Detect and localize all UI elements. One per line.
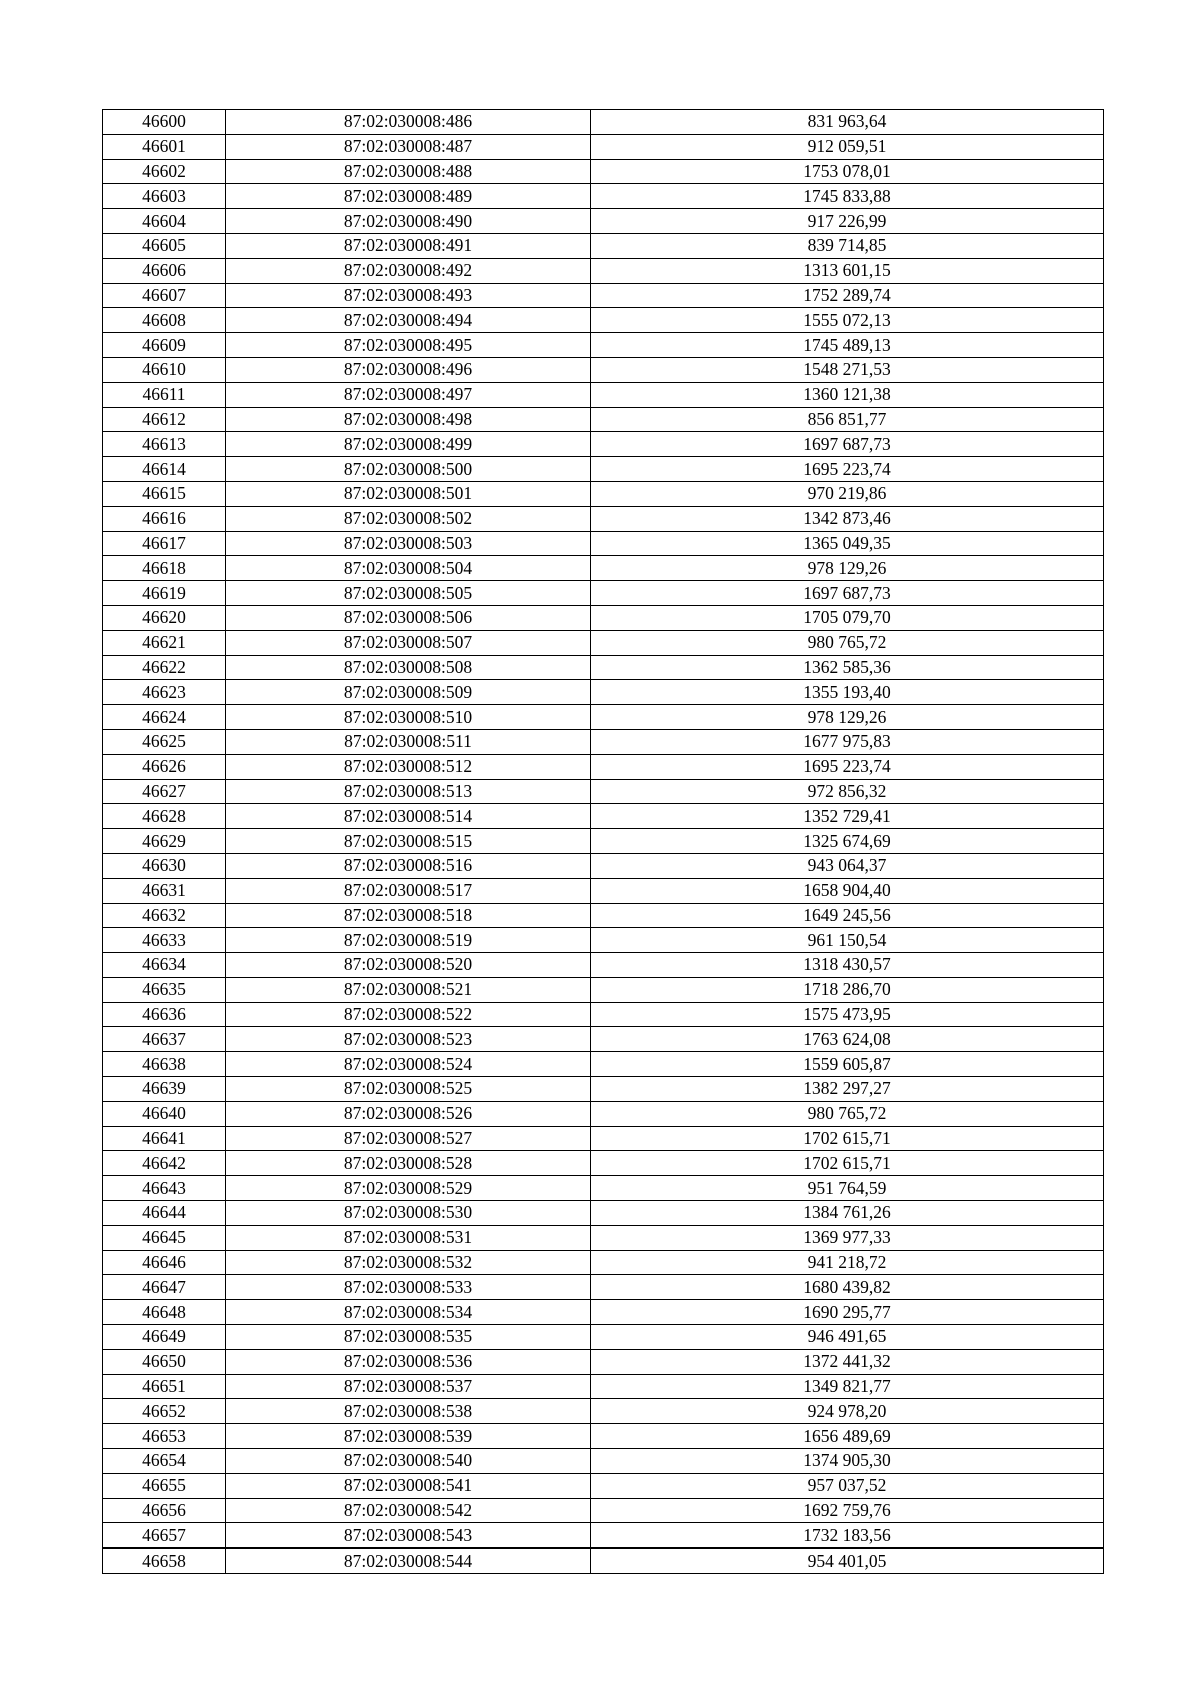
cadastral-number-cell: 87:02:030008:500	[226, 457, 591, 482]
table-row	[103, 308, 1104, 333]
table-row	[103, 407, 1104, 432]
cadastral-value-cell: 946 491,65	[591, 1325, 1104, 1350]
cadastral-value-cell: 980 765,72	[591, 1101, 1104, 1126]
row-number-cell: 46604	[103, 209, 226, 234]
row-number-cell: 46629	[103, 829, 226, 854]
table-row	[103, 804, 1104, 829]
cadastral-value-cell: 1382 297,27	[591, 1077, 1104, 1102]
row-number-cell: 46649	[103, 1325, 226, 1350]
cadastral-number-cell: 87:02:030008:534	[226, 1300, 591, 1325]
cadastral-number-cell: 87:02:030008:519	[226, 928, 591, 953]
row-number-cell: 46614	[103, 457, 226, 482]
cadastral-number-cell: 87:02:030008:544	[226, 1548, 591, 1573]
table-row	[103, 432, 1104, 457]
cadastral-value-cell: 1753 078,01	[591, 159, 1104, 184]
cadastral-number-cell: 87:02:030008:512	[226, 754, 591, 779]
cadastral-number-cell: 87:02:030008:509	[226, 680, 591, 705]
cadastral-value-cell: 856 851,77	[591, 407, 1104, 432]
row-number-cell: 46646	[103, 1250, 226, 1275]
cadastral-value-cell: 1695 223,74	[591, 457, 1104, 482]
table-row	[103, 754, 1104, 779]
cadastral-number-cell: 87:02:030008:501	[226, 481, 591, 506]
table-row	[103, 928, 1104, 953]
cadastral-value-cell: 972 856,32	[591, 779, 1104, 804]
cadastral-value-cell: 1372 441,32	[591, 1349, 1104, 1374]
cadastral-number-cell: 87:02:030008:508	[226, 655, 591, 680]
cadastral-value-table	[102, 109, 1104, 1574]
cadastral-number-cell: 87:02:030008:496	[226, 357, 591, 382]
cadastral-number-cell: 87:02:030008:494	[226, 308, 591, 333]
row-number-cell: 46615	[103, 481, 226, 506]
cadastral-number-cell: 87:02:030008:524	[226, 1052, 591, 1077]
cadastral-value-cell: 1697 687,73	[591, 581, 1104, 606]
cadastral-number-cell: 87:02:030008:540	[226, 1449, 591, 1474]
table-row	[103, 1027, 1104, 1052]
cadastral-value-cell: 1702 615,71	[591, 1126, 1104, 1151]
table-row	[103, 829, 1104, 854]
table-row	[103, 1126, 1104, 1151]
table-row	[103, 357, 1104, 382]
table-row	[103, 1225, 1104, 1250]
row-number-cell: 46647	[103, 1275, 226, 1300]
table-row	[103, 1300, 1104, 1325]
cadastral-number-cell: 87:02:030008:531	[226, 1225, 591, 1250]
cadastral-value-cell: 1705 079,70	[591, 605, 1104, 630]
cadastral-number-cell: 87:02:030008:495	[226, 333, 591, 358]
cadastral-number-cell: 87:02:030008:488	[226, 159, 591, 184]
table-row	[103, 1002, 1104, 1027]
table-row	[103, 630, 1104, 655]
table-row	[103, 953, 1104, 978]
cadastral-value-cell: 943 064,37	[591, 853, 1104, 878]
cadastral-value-cell: 1692 759,76	[591, 1498, 1104, 1523]
row-number-cell: 46651	[103, 1374, 226, 1399]
table-row	[103, 556, 1104, 581]
cadastral-number-cell: 87:02:030008:506	[226, 605, 591, 630]
cadastral-number-cell: 87:02:030008:529	[226, 1176, 591, 1201]
row-number-cell: 46637	[103, 1027, 226, 1052]
table-row	[103, 1052, 1104, 1077]
cadastral-number-cell: 87:02:030008:535	[226, 1325, 591, 1350]
table-row	[103, 531, 1104, 556]
cadastral-number-cell: 87:02:030008:487	[226, 134, 591, 159]
table-row	[103, 729, 1104, 754]
row-number-cell: 46622	[103, 655, 226, 680]
cadastral-value-cell: 1763 624,08	[591, 1027, 1104, 1052]
row-number-cell: 46610	[103, 357, 226, 382]
table-row	[103, 581, 1104, 606]
cadastral-value-cell: 970 219,86	[591, 481, 1104, 506]
table-row	[103, 878, 1104, 903]
row-number-cell: 46638	[103, 1052, 226, 1077]
cadastral-number-cell: 87:02:030008:511	[226, 729, 591, 754]
table-row	[103, 233, 1104, 258]
cadastral-value-cell: 1575 473,95	[591, 1002, 1104, 1027]
cadastral-value-cell: 1702 615,71	[591, 1151, 1104, 1176]
table-row	[103, 1101, 1104, 1126]
row-number-cell: 46644	[103, 1201, 226, 1226]
row-number-cell: 46630	[103, 853, 226, 878]
cadastral-number-cell: 87:02:030008:525	[226, 1077, 591, 1102]
cadastral-value-cell: 1384 761,26	[591, 1201, 1104, 1226]
row-number-cell: 46600	[103, 110, 226, 135]
row-number-cell: 46657	[103, 1523, 226, 1548]
cadastral-value-cell: 1658 904,40	[591, 878, 1104, 903]
cadastral-number-cell: 87:02:030008:497	[226, 382, 591, 407]
row-number-cell: 46626	[103, 754, 226, 779]
cadastral-value-cell: 1313 601,15	[591, 258, 1104, 283]
row-number-cell: 46625	[103, 729, 226, 754]
cadastral-number-cell: 87:02:030008:505	[226, 581, 591, 606]
row-number-cell: 46658	[103, 1548, 226, 1573]
cadastral-number-cell: 87:02:030008:542	[226, 1498, 591, 1523]
row-number-cell: 46631	[103, 878, 226, 903]
table-row	[103, 1473, 1104, 1498]
row-number-cell: 46601	[103, 134, 226, 159]
table-row	[103, 481, 1104, 506]
cadastral-number-cell: 87:02:030008:533	[226, 1275, 591, 1300]
table-row	[103, 1151, 1104, 1176]
row-number-cell: 46645	[103, 1225, 226, 1250]
table-row	[103, 1523, 1104, 1548]
cadastral-value-cell: 951 764,59	[591, 1176, 1104, 1201]
table-row	[103, 1250, 1104, 1275]
cadastral-value-cell: 1365 049,35	[591, 531, 1104, 556]
cadastral-number-cell: 87:02:030008:516	[226, 853, 591, 878]
cadastral-number-cell: 87:02:030008:526	[226, 1101, 591, 1126]
row-number-cell: 46608	[103, 308, 226, 333]
cadastral-value-cell: 1360 121,38	[591, 382, 1104, 407]
row-number-cell: 46621	[103, 630, 226, 655]
table-row	[103, 110, 1104, 135]
cadastral-value-cell: 961 150,54	[591, 928, 1104, 953]
row-number-cell: 46652	[103, 1399, 226, 1424]
cadastral-value-cell: 1325 674,69	[591, 829, 1104, 854]
table-row	[103, 1275, 1104, 1300]
cadastral-number-cell: 87:02:030008:532	[226, 1250, 591, 1275]
cadastral-value-cell: 957 037,52	[591, 1473, 1104, 1498]
row-number-cell: 46641	[103, 1126, 226, 1151]
cadastral-number-cell: 87:02:030008:539	[226, 1424, 591, 1449]
table-row	[103, 705, 1104, 730]
row-number-cell: 46634	[103, 953, 226, 978]
cadastral-value-cell: 941 218,72	[591, 1250, 1104, 1275]
table-row	[103, 209, 1104, 234]
row-number-cell: 46602	[103, 159, 226, 184]
row-number-cell: 46654	[103, 1449, 226, 1474]
cadastral-number-cell: 87:02:030008:498	[226, 407, 591, 432]
row-number-cell: 46607	[103, 283, 226, 308]
table-row	[103, 1349, 1104, 1374]
cadastral-value-cell: 954 401,05	[591, 1548, 1104, 1573]
table-row	[103, 134, 1104, 159]
cadastral-number-cell: 87:02:030008:499	[226, 432, 591, 457]
cadastral-number-cell: 87:02:030008:507	[226, 630, 591, 655]
cadastral-value-cell: 1732 183,56	[591, 1523, 1104, 1548]
row-number-cell: 46648	[103, 1300, 226, 1325]
table-row	[103, 1077, 1104, 1102]
cadastral-value-cell: 1718 286,70	[591, 977, 1104, 1002]
row-number-cell: 46606	[103, 258, 226, 283]
cadastral-number-cell: 87:02:030008:538	[226, 1399, 591, 1424]
table-row	[103, 779, 1104, 804]
row-number-cell: 46632	[103, 903, 226, 928]
row-number-cell: 46642	[103, 1151, 226, 1176]
cadastral-value-cell: 1318 430,57	[591, 953, 1104, 978]
cadastral-value-cell: 831 963,64	[591, 110, 1104, 135]
table-row	[103, 977, 1104, 1002]
table-row	[103, 1498, 1104, 1523]
cadastral-number-cell: 87:02:030008:517	[226, 878, 591, 903]
cadastral-value-cell: 1690 295,77	[591, 1300, 1104, 1325]
cadastral-value-cell: 978 129,26	[591, 705, 1104, 730]
row-number-cell: 46616	[103, 506, 226, 531]
table-row	[103, 1399, 1104, 1424]
table-row	[103, 1201, 1104, 1226]
cadastral-number-cell: 87:02:030008:541	[226, 1473, 591, 1498]
table-row	[103, 680, 1104, 705]
cadastral-number-cell: 87:02:030008:515	[226, 829, 591, 854]
cadastral-number-cell: 87:02:030008:492	[226, 258, 591, 283]
row-number-cell: 46624	[103, 705, 226, 730]
cadastral-value-cell: 1355 193,40	[591, 680, 1104, 705]
table-row	[103, 258, 1104, 283]
row-number-cell: 46620	[103, 605, 226, 630]
table-row	[103, 853, 1104, 878]
cadastral-number-cell: 87:02:030008:502	[226, 506, 591, 531]
cadastral-number-cell: 87:02:030008:514	[226, 804, 591, 829]
table-row	[103, 1449, 1104, 1474]
row-number-cell: 46628	[103, 804, 226, 829]
cadastral-value-cell: 1374 905,30	[591, 1449, 1104, 1474]
cadastral-value-cell: 1555 072,13	[591, 308, 1104, 333]
cadastral-value-cell: 1352 729,41	[591, 804, 1104, 829]
table-row	[103, 1176, 1104, 1201]
row-number-cell: 46656	[103, 1498, 226, 1523]
row-number-cell: 46639	[103, 1077, 226, 1102]
row-number-cell: 46633	[103, 928, 226, 953]
cadastral-value-cell: 1362 585,36	[591, 655, 1104, 680]
cadastral-value-cell: 924 978,20	[591, 1399, 1104, 1424]
cadastral-number-cell: 87:02:030008:522	[226, 1002, 591, 1027]
cadastral-value-cell: 1745 489,13	[591, 333, 1104, 358]
cadastral-number-cell: 87:02:030008:537	[226, 1374, 591, 1399]
cadastral-value-cell: 912 059,51	[591, 134, 1104, 159]
row-number-cell: 46650	[103, 1349, 226, 1374]
cadastral-number-cell: 87:02:030008:513	[226, 779, 591, 804]
cadastral-number-cell: 87:02:030008:523	[226, 1027, 591, 1052]
cadastral-number-cell: 87:02:030008:493	[226, 283, 591, 308]
row-number-cell: 46619	[103, 581, 226, 606]
cadastral-value-cell: 1559 605,87	[591, 1052, 1104, 1077]
cadastral-number-cell: 87:02:030008:536	[226, 1349, 591, 1374]
row-number-cell: 46636	[103, 1002, 226, 1027]
row-number-cell: 46613	[103, 432, 226, 457]
cadastral-number-cell: 87:02:030008:490	[226, 209, 591, 234]
table-body	[103, 110, 1104, 1574]
row-number-cell: 46603	[103, 184, 226, 209]
cadastral-value-cell: 1342 873,46	[591, 506, 1104, 531]
row-number-cell: 46605	[103, 233, 226, 258]
cadastral-number-cell: 87:02:030008:521	[226, 977, 591, 1002]
row-number-cell: 46612	[103, 407, 226, 432]
table-row	[103, 1424, 1104, 1449]
row-number-cell: 46623	[103, 680, 226, 705]
cadastral-value-cell: 1548 271,53	[591, 357, 1104, 382]
cadastral-value-cell: 917 226,99	[591, 209, 1104, 234]
cadastral-number-cell: 87:02:030008:503	[226, 531, 591, 556]
table-row	[103, 1374, 1104, 1399]
cadastral-value-cell: 978 129,26	[591, 556, 1104, 581]
table-row	[103, 903, 1104, 928]
cadastral-value-cell: 1677 975,83	[591, 729, 1104, 754]
row-number-cell: 46635	[103, 977, 226, 1002]
cadastral-value-cell: 1349 821,77	[591, 1374, 1104, 1399]
table-row	[103, 655, 1104, 680]
table-row	[103, 382, 1104, 407]
cadastral-value-cell: 839 714,85	[591, 233, 1104, 258]
row-number-cell: 46627	[103, 779, 226, 804]
cadastral-number-cell: 87:02:030008:504	[226, 556, 591, 581]
row-number-cell: 46640	[103, 1101, 226, 1126]
cadastral-number-cell: 87:02:030008:543	[226, 1523, 591, 1548]
table-row	[103, 457, 1104, 482]
row-number-cell: 46643	[103, 1176, 226, 1201]
row-number-cell: 46653	[103, 1424, 226, 1449]
row-number-cell: 46609	[103, 333, 226, 358]
row-number-cell: 46617	[103, 531, 226, 556]
cadastral-value-cell: 1656 489,69	[591, 1424, 1104, 1449]
cadastral-number-cell: 87:02:030008:518	[226, 903, 591, 928]
table-row	[103, 184, 1104, 209]
cadastral-value-cell: 1369 977,33	[591, 1225, 1104, 1250]
cadastral-value-cell: 1752 289,74	[591, 283, 1104, 308]
table-row	[103, 1325, 1104, 1350]
cadastral-value-cell: 1649 245,56	[591, 903, 1104, 928]
cadastral-number-cell: 87:02:030008:491	[226, 233, 591, 258]
cadastral-value-cell: 980 765,72	[591, 630, 1104, 655]
cadastral-number-cell: 87:02:030008:530	[226, 1201, 591, 1226]
cadastral-value-cell: 1697 687,73	[591, 432, 1104, 457]
table-row	[103, 333, 1104, 358]
table-row	[103, 506, 1104, 531]
cadastral-number-cell: 87:02:030008:528	[226, 1151, 591, 1176]
row-number-cell: 46655	[103, 1473, 226, 1498]
cadastral-value-cell: 1680 439,82	[591, 1275, 1104, 1300]
table-row	[103, 605, 1104, 630]
cadastral-value-cell: 1745 833,88	[591, 184, 1104, 209]
cadastral-number-cell: 87:02:030008:489	[226, 184, 591, 209]
cadastral-value-cell: 1695 223,74	[591, 754, 1104, 779]
cadastral-number-cell: 87:02:030008:486	[226, 110, 591, 135]
cadastral-number-cell: 87:02:030008:510	[226, 705, 591, 730]
row-number-cell: 46618	[103, 556, 226, 581]
table-row	[103, 159, 1104, 184]
cadastral-number-cell: 87:02:030008:520	[226, 953, 591, 978]
table-row	[103, 283, 1104, 308]
row-number-cell: 46611	[103, 382, 226, 407]
cadastral-number-cell: 87:02:030008:527	[226, 1126, 591, 1151]
table-row	[103, 1548, 1104, 1573]
